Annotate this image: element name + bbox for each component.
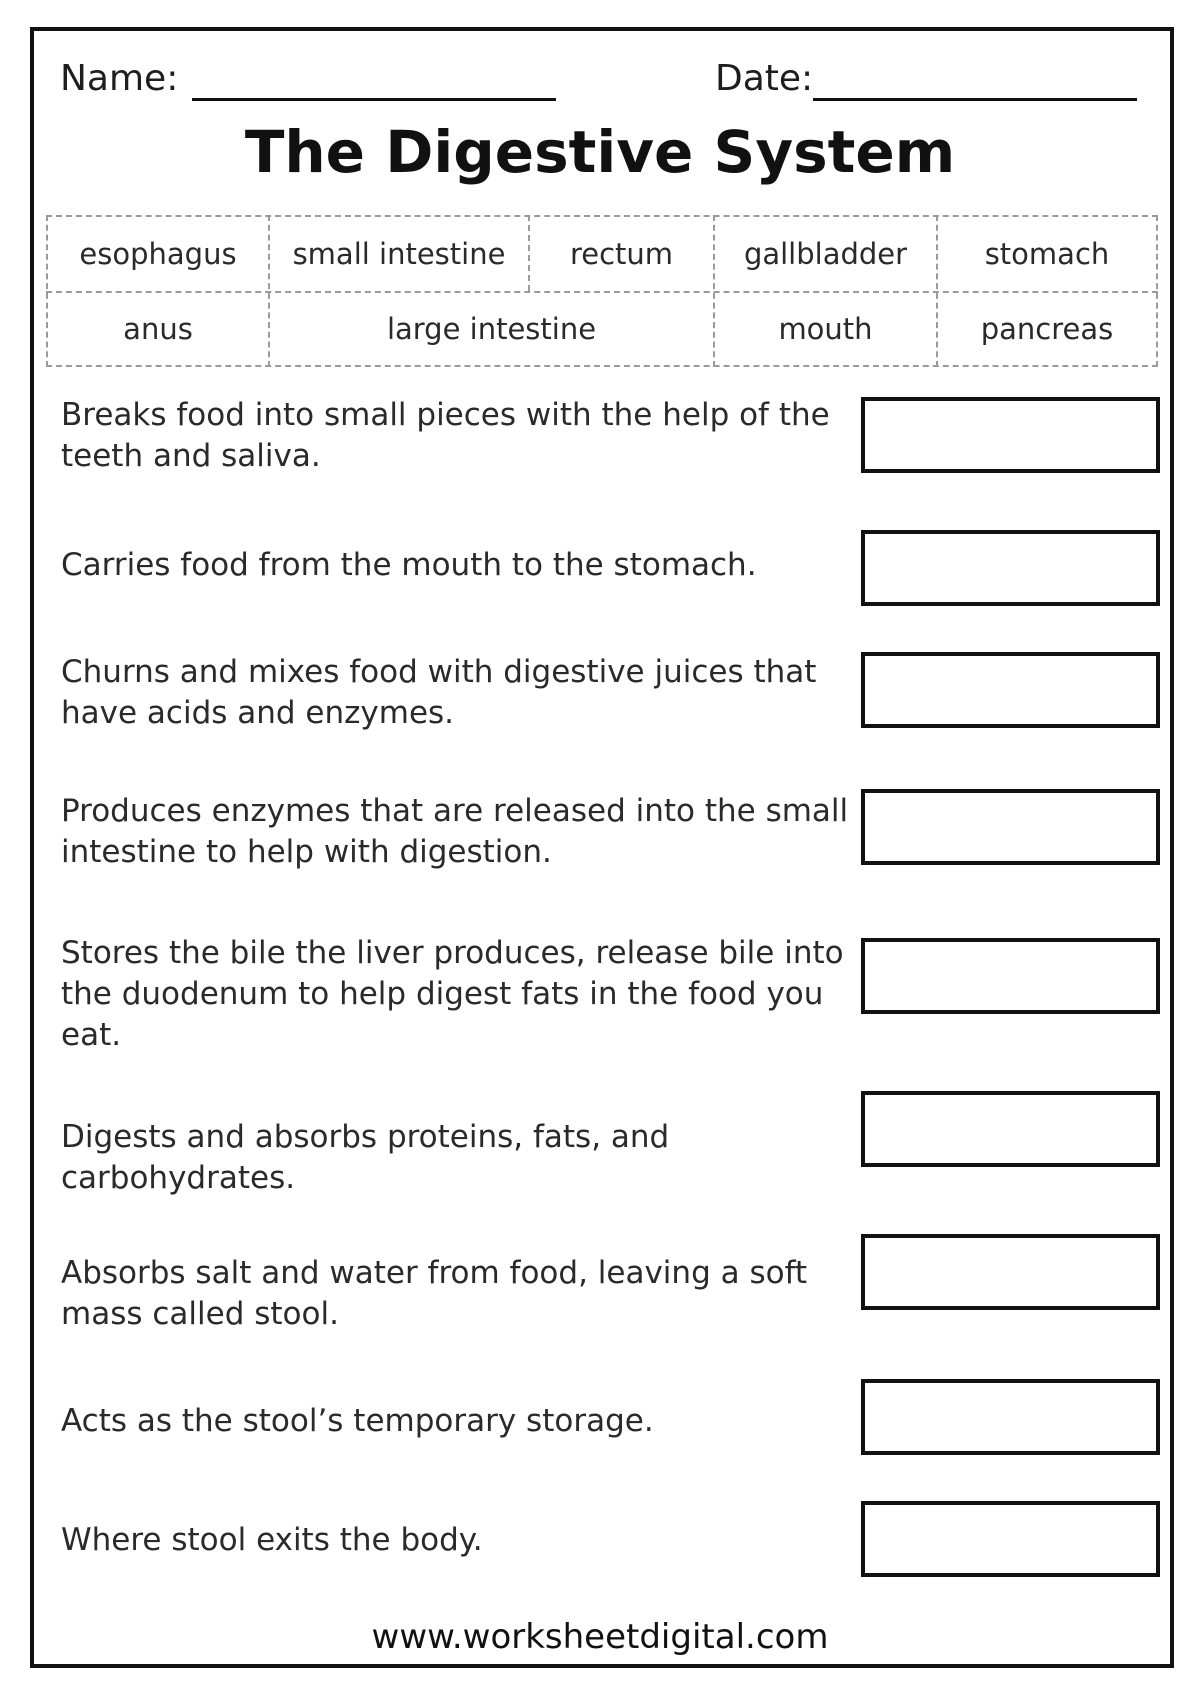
name-label: Name:: [60, 58, 179, 99]
answer-box-1[interactable]: [861, 397, 1160, 473]
word-bank-term: small intestine: [292, 237, 506, 271]
answer-box-7[interactable]: [861, 1234, 1160, 1310]
question-8: Acts as the stool’s temporary storage.: [61, 1403, 654, 1439]
question-7: Absorbs salt and water from food, leaving a soft mass called stool.: [61, 1255, 808, 1332]
question-1: Breaks food into small pieces with the help of the teeth and saliva.: [61, 397, 830, 474]
word-bank-term: stomach: [984, 237, 1110, 271]
answer-box-3[interactable]: [861, 652, 1160, 728]
question-6: Digests and absorbs proteins, fats, and carbohydrates.: [61, 1119, 670, 1196]
answer-box-2[interactable]: [861, 530, 1160, 606]
date-field[interactable]: [813, 98, 1137, 101]
name-field[interactable]: [192, 98, 556, 101]
question-2: Carries food from the mouth to the stomach.: [61, 547, 757, 583]
answer-box-6[interactable]: [861, 1091, 1160, 1167]
word-bank-term: esophagus: [79, 237, 237, 271]
word-bank-term: large intestine: [386, 312, 597, 346]
word-bank-term: mouth: [778, 312, 873, 346]
worksheet-title: The Digestive System: [244, 118, 956, 186]
answer-box-4[interactable]: [861, 789, 1160, 865]
word-bank-term: gallbladder: [743, 237, 908, 271]
question-5: Stores the bile the liver produces, release bile into the duodenum to help digest fats in the food you eat.: [61, 935, 844, 1053]
word-bank-term: pancreas: [980, 312, 1114, 346]
answer-box-8[interactable]: [861, 1379, 1160, 1455]
footer-website: www.worksheetdigital.com: [371, 1617, 829, 1657]
question-3: Churns and mixes food with digestive juices that have acids and enzymes.: [61, 654, 817, 731]
question-4: Produces enzymes that are released into the small intestine to help with digestion.: [61, 793, 849, 870]
word-bank-term: anus: [123, 312, 193, 346]
word-bank-term: rectum: [569, 237, 674, 271]
answer-box-5[interactable]: [861, 938, 1160, 1014]
date-label: Date:: [715, 58, 814, 99]
answer-box-9[interactable]: [861, 1501, 1160, 1577]
question-9: Where stool exits the body.: [61, 1522, 483, 1558]
